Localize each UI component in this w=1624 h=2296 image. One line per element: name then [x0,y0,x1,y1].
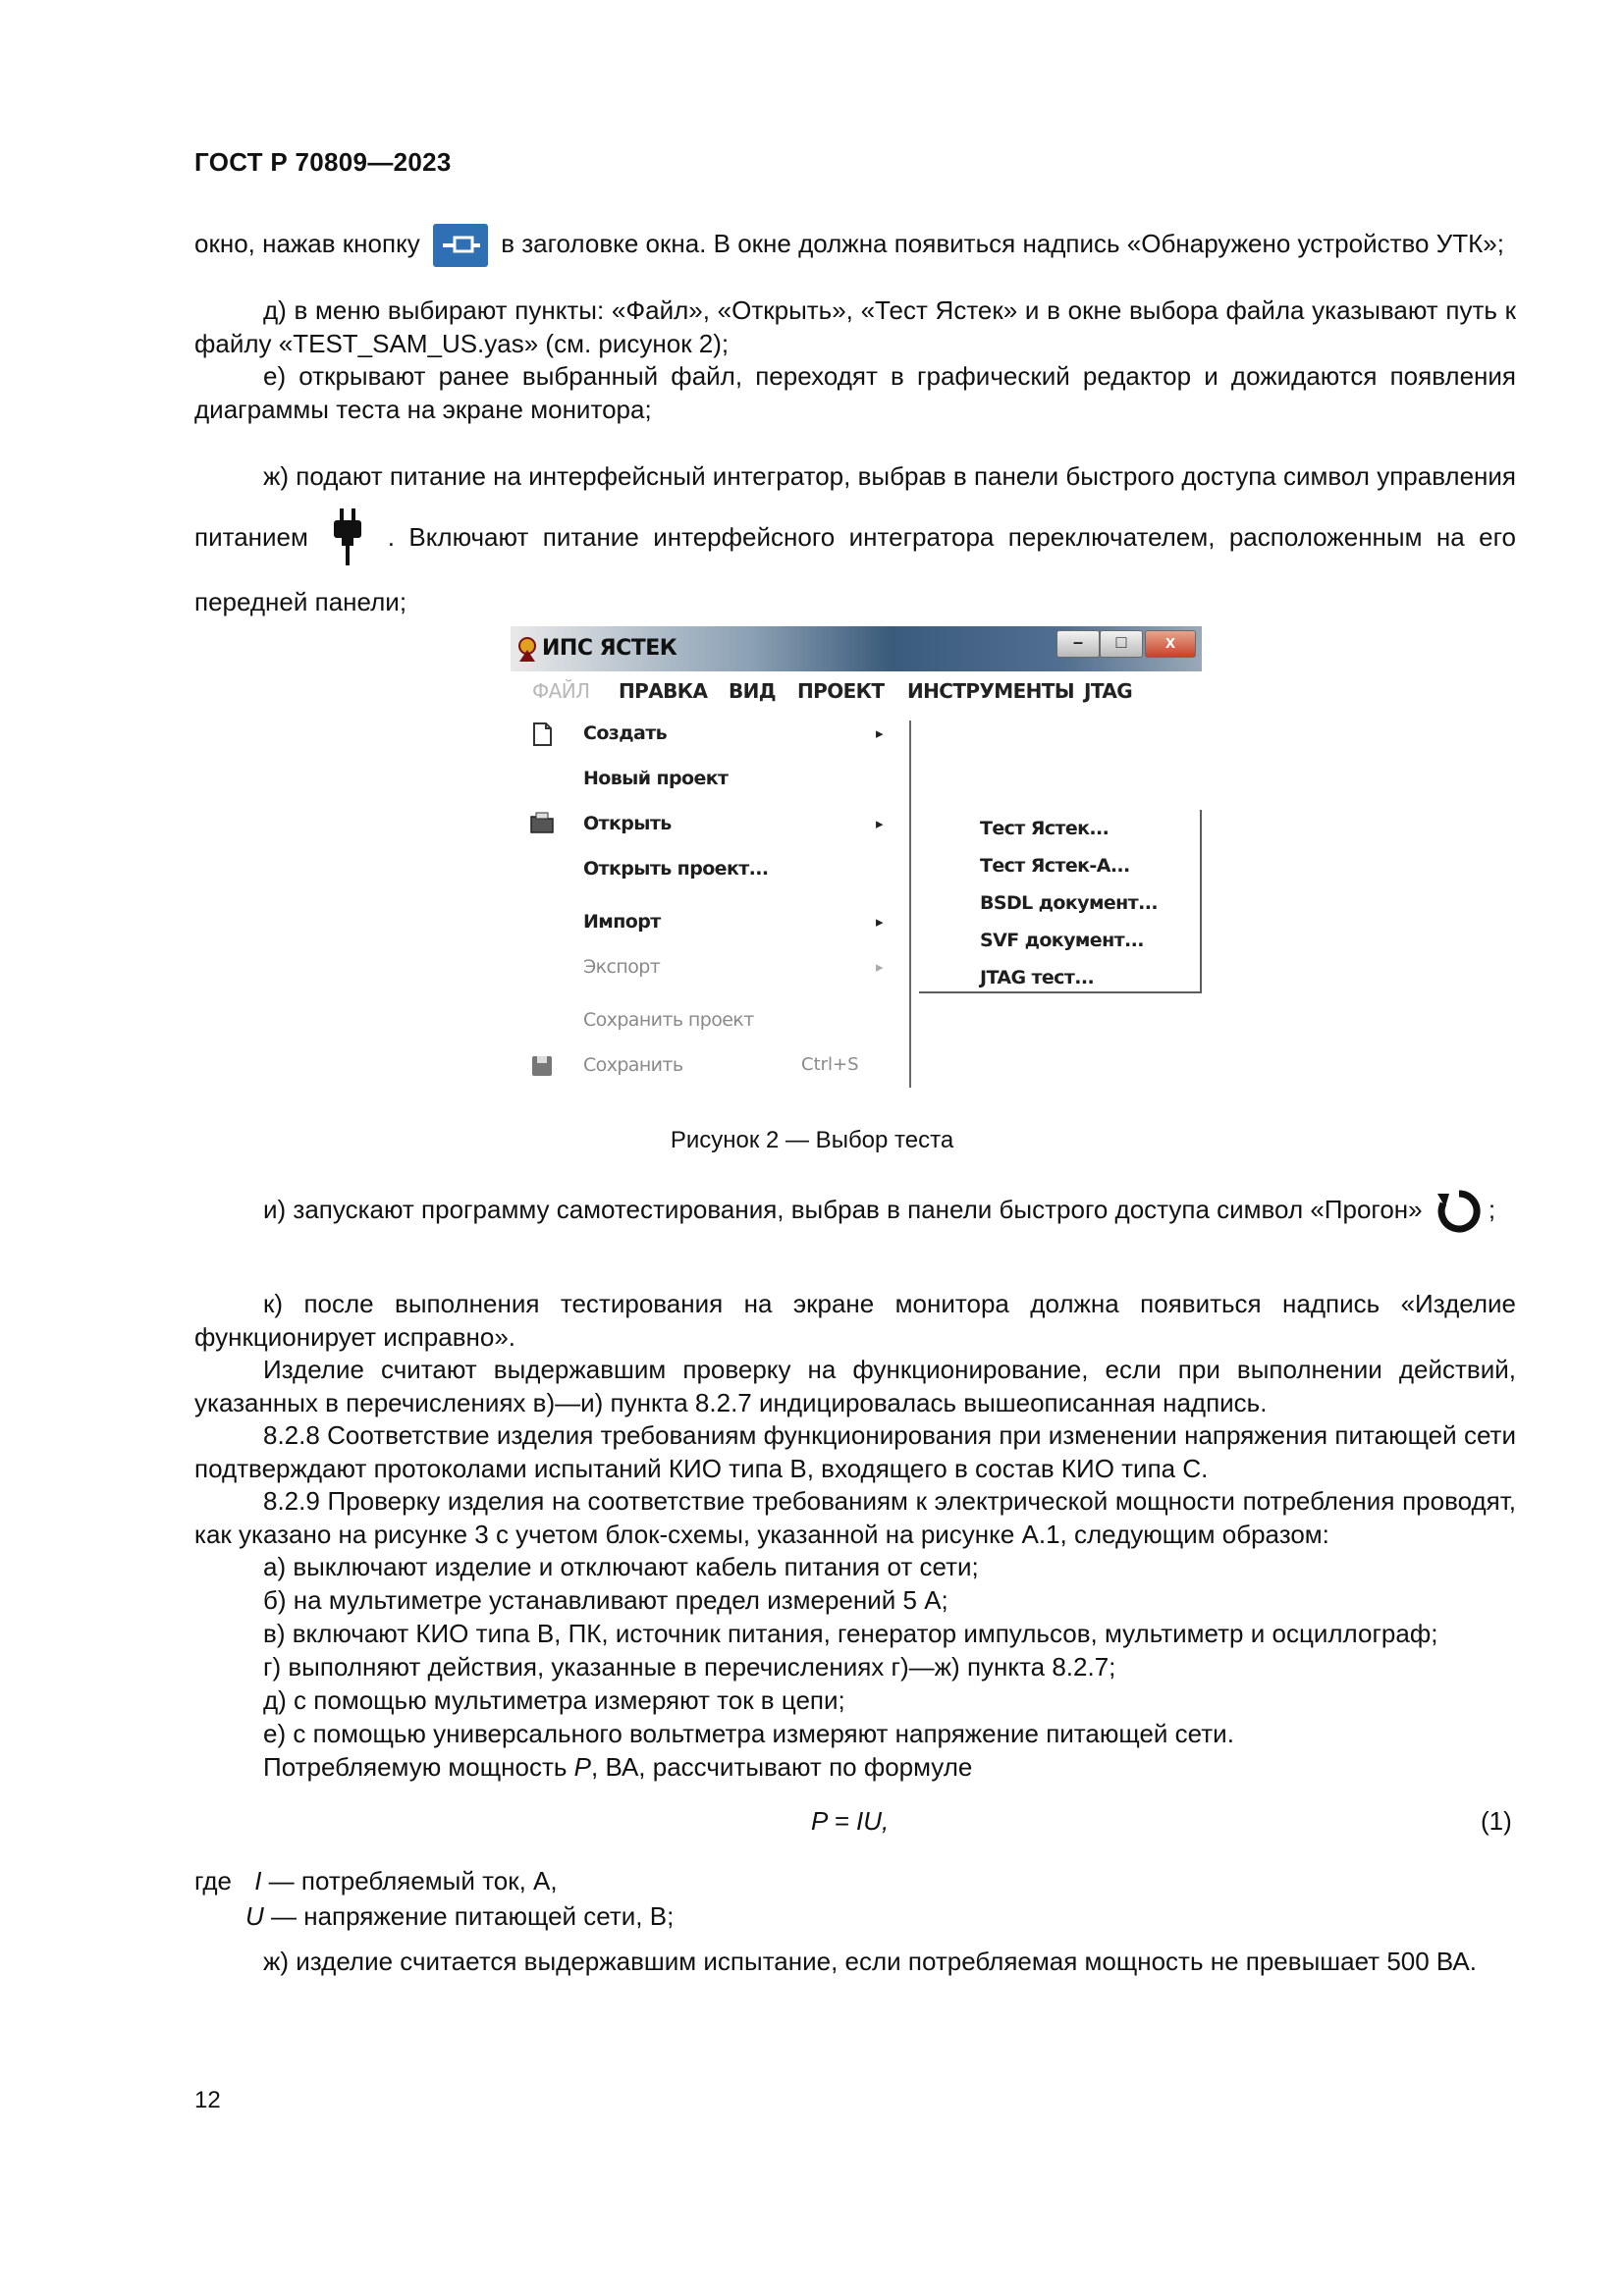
variable-u: U [245,1901,264,1931]
variable-p: P [573,1752,592,1782]
paragraph-text: ж) подают питание на интерфейсный интегратор, выбрав в панели быстрого доступа символ управления питанием [194,461,1516,552]
paragraph-power-intro [194,1750,1516,1784]
menu-file[interactable]: ФАЙЛ [532,679,590,703]
dropdown-item-open-project[interactable]: Открыть проект... [583,858,769,880]
window-titlebar [511,626,1202,671]
paragraph-text: и) запускают программу самотестирования, выбрав в панели быстрого доступа символ «Прогон» [263,1194,1423,1224]
close-button[interactable]: x [1145,630,1196,658]
list-item: а) выключают изделие и отключают кабель питания от сети; [263,1552,979,1581]
menu-tools[interactable]: ИНСТРУМЕНТЫ [907,679,1074,703]
dropdown-item-export[interactable]: Экспорт [583,956,661,978]
dropdown-item-open[interactable]: Открыть [583,813,672,834]
shortcut-label: Ctrl+S [801,1054,859,1075]
submenu-item-svf[interactable]: SVF документ... [980,930,1144,951]
dropdown-item-new-project[interactable]: Новый проект [583,768,729,789]
list-item: в) включают КИО типа В, ПК, источник питания, генератор импульсов, мультиметр и осциллограф; [263,1619,1438,1648]
paragraph-zh [194,448,1516,630]
open-folder-icon [528,809,556,836]
window-title: ИПС ЯСТЕК [542,636,677,661]
paragraph-connect [194,224,1516,267]
submenu-arrow-icon: ▸ [876,914,884,931]
submenu-item-jtag-test[interactable]: JTAG тест... [980,967,1095,988]
paragraph-text: в заголовке окна. В окне должна появиться надпись «Обнаружено устройство УТК»; [501,228,1504,258]
connect-icon [433,224,488,267]
where-label: где [194,1866,232,1896]
paragraph-i [194,1186,1516,1237]
dropdown-item-import[interactable]: Импорт [583,911,661,933]
submenu-arrow-icon: ▸ [876,959,884,976]
page-number: 12 [194,2087,221,2113]
menu-project[interactable]: ПРОЕКТ [797,679,885,703]
menu-divider [909,721,911,1088]
figure-menu-screenshot [511,626,1202,1088]
where-line-u [245,1901,674,1932]
list-item: б) на мультиметре устанавливают предел измерений 5 А; [263,1585,948,1615]
paragraph-k: к) после выполнения тестирования на экране монитора должна появиться надпись «Изделие функционирует исправно». [194,1289,1516,1352]
paragraph-text: ; [1488,1194,1496,1224]
figure-caption: Рисунок 2 — Выбор теста [670,1127,954,1153]
variable-i: I [254,1866,262,1896]
paragraph-conclusion: Изделие считают выдержавшим проверку на функционирование, если при выполнении действий, указанных в перечислениях в)—и) пункта 8.2.7 индицировалась вышеописанная надпись. [194,1355,1516,1417]
save-icon [528,1052,556,1080]
where-line-i [194,1866,558,1896]
definition-text: — потребляемый ток, А, [261,1866,558,1896]
power-plug-icon [328,505,367,573]
document-header: ГОСТ Р 70809—2023 [194,147,452,177]
menu-view[interactable]: ВИД [729,679,776,703]
dropdown-item-create[interactable]: Создать [583,722,668,744]
submenu-arrow-icon: ▸ [876,816,884,832]
paragraph-text: . Включают питание интерфейсного интегратора переключателем, расположенным на его передней панели; [194,521,1516,616]
submenu-open [919,810,1202,993]
dropdown-item-save-project[interactable]: Сохранить проект [583,1009,754,1031]
menu-edit[interactable]: ПРАВКА [619,679,708,703]
paragraph-text: , ВА, рассчитывают по формуле [591,1752,973,1782]
refresh-icon [1434,1186,1485,1237]
list-item: д) с помощью мультиметра измеряют ток в цепи; [263,1685,845,1715]
definition-text: — напряжение питающей сети, В; [263,1901,675,1931]
paragraph-zh2: ж) изделие считается выдержавшим испытание, если потребляемая мощность не превышает 500 ВА. [263,1947,1477,1976]
new-file-icon [528,721,556,748]
list-item: е) с помощью универсального вольтметра измеряют напряжение питающей сети. [263,1719,1234,1748]
paragraph-text: Потребляемую мощность [263,1752,574,1782]
formula: P = IU, [811,1806,890,1836]
minimize-button[interactable]: – [1056,630,1100,658]
list-item: г) выполняют действия, указанные в перечислениях г)—ж) пункта 8.2.7; [263,1652,1116,1682]
paragraph-e: е) открывают ранее выбранный файл, переходят в графический редактор и дожидаются появления диаграммы теста на экране монитора; [194,361,1516,424]
paragraph-text: окно, нажав кнопку [194,228,420,258]
submenu-item-test-yastek[interactable]: Тест Ястек... [980,818,1110,839]
paragraph-d: д) в меню выбирают пункты: «Файл», «Открыть», «Тест Ястек» и в окне выбора файла указывают путь к файлу «TEST_SAM_US.yas» (см. рисунок 2); [194,295,1516,358]
submenu-item-bsdl[interactable]: BSDL документ... [980,892,1158,914]
equation-number: (1) [1481,1806,1512,1836]
app-logo-icon [514,636,540,662]
paragraph-8-2-9: 8.2.9 Проверку изделия на соответствие требованиям к электрической мощности потребления проводят, как указано на рисунке 3 с учетом блок-схемы, указанной на рисунке А.1, следующим образом: [194,1486,1516,1549]
submenu-arrow-icon: ▸ [876,725,884,742]
menu-jtag[interactable]: JTAG [1084,679,1133,703]
paragraph-8-2-8: 8.2.8 Соответствие изделия требованиям функционирования при изменении напряжения питающей сети подтверждают протоколами испытаний КИО типа В, входящего в состав КИО типа С. [194,1420,1516,1483]
maximize-button[interactable]: □ [1100,630,1143,658]
dropdown-item-save[interactable]: Сохранить [583,1054,683,1076]
submenu-item-test-yastek-a[interactable]: Тест Ястек-А... [980,855,1130,877]
